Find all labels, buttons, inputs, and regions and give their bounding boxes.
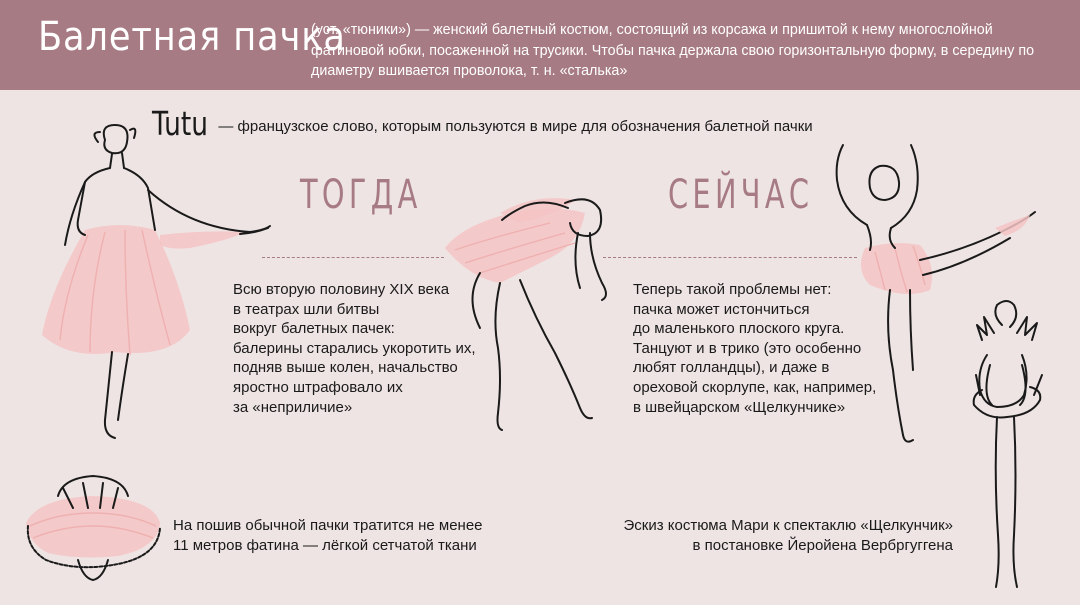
then-line: за «неприличие» (233, 398, 353, 416)
now-line: Теперь такой проблемы нет: (633, 281, 832, 298)
header-banner (0, 0, 1080, 90)
tutu-description: — французское слово, которым пользуются в мире для обозначения балетной пачки (218, 118, 813, 135)
then-line: в театрах шли битвы (233, 300, 380, 318)
then-divider (262, 257, 444, 258)
then-line: подняв выше колен, начальство (233, 359, 458, 377)
now-line: в швейцарском «Щелкунчике» (633, 398, 846, 416)
header-description: (уст. «тюники») — женский балетный костюм, состоящий из корсажа и пришитой к нему многослойной фатиновой юбки, посаженной на трусики. Чтобы пачка держала свою горизонтальную форму, в середину по диаметру вшивается проволока, т. н. «сталька» (311, 22, 1035, 79)
then-title: ТОГДА (300, 172, 422, 218)
bending-ballerina-illustration (440, 188, 620, 433)
sketch-line: в постановке Йеройена Вербргуггена (692, 536, 953, 554)
now-title: СЕЙЧАС (668, 172, 814, 218)
now-line: пачка может истончиться (633, 300, 810, 318)
fabric-caption (173, 516, 483, 555)
now-divider (603, 257, 857, 258)
sketch-caption (600, 516, 953, 555)
sketch-line: Эскиз костюма Мари к спектаклю «Щелкунчик» (623, 517, 953, 534)
fabric-line: На пошив обычной пачки тратится не менее (173, 517, 483, 534)
romantic-ballerina-illustration (30, 120, 280, 450)
page-title: Балетная пачка (38, 14, 346, 60)
then-line: Всю вторую половину XIX века (233, 281, 450, 298)
then-line: яростно штрафовало их (233, 378, 403, 396)
costume-sketch-illustration (962, 295, 1052, 595)
then-line: вокруг балетных пачек: (233, 320, 395, 338)
then-line: балерины старались укоротить их, (233, 339, 476, 357)
tutu-skirt-illustration (18, 468, 168, 586)
now-line: любят голландцы), и даже в (633, 359, 830, 377)
fabric-line: 11 метров фатина — лёгкой сетчатой ткани (173, 536, 477, 554)
now-line: до маленького плоского круга. (633, 320, 845, 338)
tutu-word: Tutu (152, 104, 208, 143)
now-line: ореховой скорлупе, как, например, (633, 378, 877, 396)
now-line: Танцуют и в трико (это особенно (633, 339, 862, 357)
